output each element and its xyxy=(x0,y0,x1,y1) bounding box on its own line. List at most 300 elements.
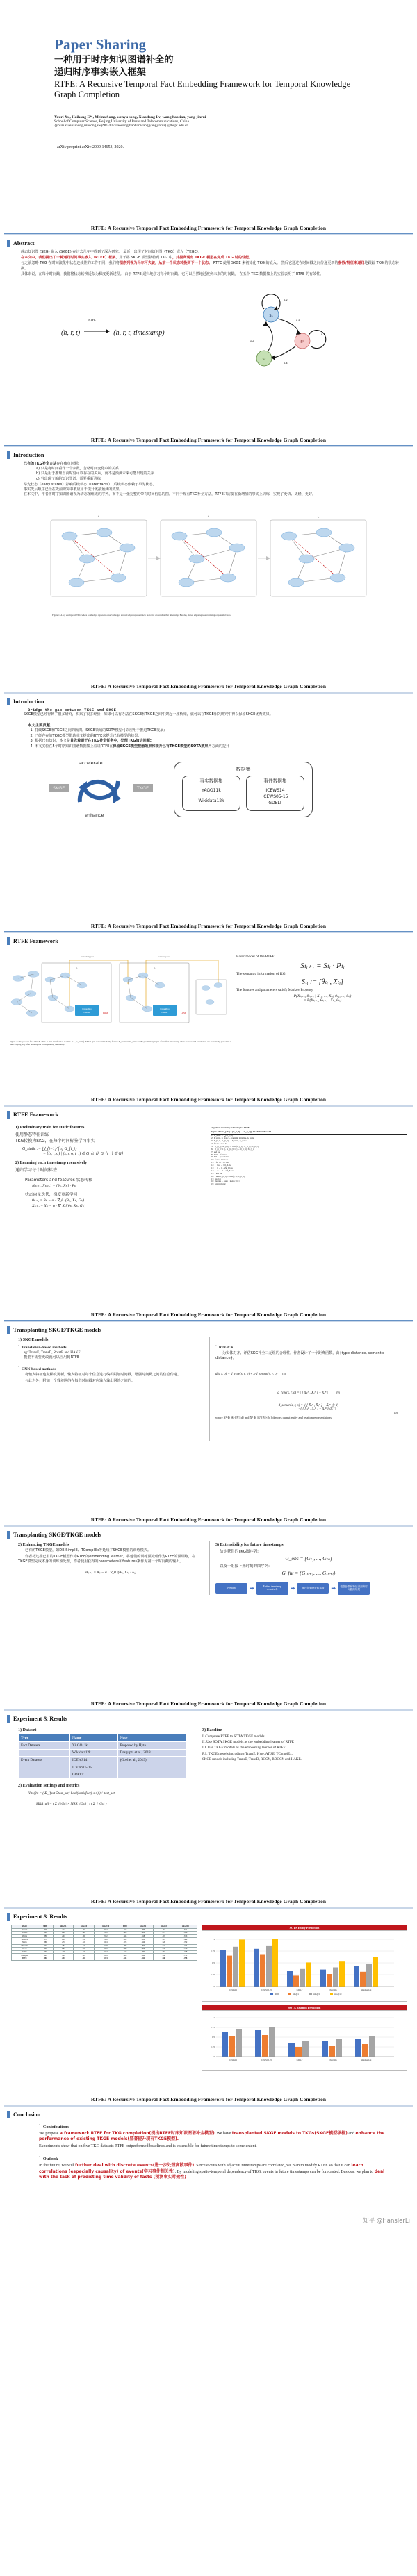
transplant1-right xyxy=(210,1337,407,1441)
intro1-p3: 在本文中，作者将时序知识图谱视为动态图组成的序列，而不是一张完整的带有时间信息的图。不同于现有TKG补全方法，RTFE只需要在新增加的事实上训练，实现了更快、更轻、更好。 xyxy=(24,492,316,497)
tkg-toy-svg xyxy=(45,505,372,609)
extensibility-flow xyxy=(215,1582,402,1595)
equation-8-row xyxy=(215,1366,402,1378)
intro1-lead-bold: 已有的TKG补全方法 xyxy=(24,462,57,466)
baseline-list xyxy=(202,1734,406,1750)
intro2-body xyxy=(0,708,417,749)
svg-text:t₂: t₂ xyxy=(154,967,156,969)
list-item: a) 只是将时间看作一个参数，忽略时间变化中的关系 xyxy=(36,467,119,471)
list-item: II. Use SOTA SKGE models as the embedding learner of RTFE xyxy=(202,1739,294,1744)
markov-chain-svg xyxy=(229,294,368,371)
cell-value: .344 xyxy=(133,1941,154,1944)
section-title: RTFE Framework xyxy=(13,1112,58,1118)
o-red3: deal with the task of predicting time validity of facts (预测事实时效性) xyxy=(39,2168,385,2180)
abstract-p2 xyxy=(21,256,399,260)
equation-9-number: (9) xyxy=(336,1391,340,1395)
results-table-panel xyxy=(11,1925,197,2071)
dataset-fact-head: 事实数据集 xyxy=(199,778,223,785)
page-title: Paper Sharing xyxy=(54,36,147,53)
algorithm-line: 8: X^0 ← features xyxy=(211,1153,227,1156)
slide-framework-1 xyxy=(0,917,417,1090)
cell-value: .416 xyxy=(38,1948,53,1951)
arrow-right-icon: ➡ xyxy=(331,1584,336,1591)
cell-value: .271 xyxy=(53,1941,74,1944)
cell-note xyxy=(117,1771,186,1779)
col-header-metric: MRR xyxy=(117,1925,133,1929)
cell-value: .673 xyxy=(174,1934,197,1938)
algorithm-line: 7: end for xyxy=(211,1150,220,1153)
section-title: Experiment & Results xyxy=(13,1716,67,1722)
equation-10-row xyxy=(215,1404,402,1414)
transplant2-columns xyxy=(0,1541,417,1595)
algorithm-line: 16: metric_{t_i} ← test(θ, X, G_{t_i}) xyxy=(211,1174,246,1178)
svg-text:Learner: Learner xyxy=(83,1012,90,1014)
section-title: Transplanting SKGE/TKGE models xyxy=(13,1327,101,1333)
transplant1-left xyxy=(13,1337,210,1441)
abstract-p3-red-a: 图序列视为马尔可夫链，从前一个状态转换到下一个状态。 xyxy=(119,261,213,266)
basic-model-label: Basic model of the RTFE: xyxy=(236,955,276,959)
equation-10-where: where X̄ᴱ ∈ ℝ^{|V|×d} and X̄ᴿ ∈ ℝ^{|V|×2d} denotes output entity and relation representations. xyxy=(215,1416,333,1420)
transplant1-rdgcn-body: 为实体对齐、评估SKG补全三元组的合理性，作者设计了一个距离函数，由{type distance, semantic distance}。 xyxy=(215,1351,384,1361)
cell-value: .382 xyxy=(133,1950,154,1954)
svg-text:Hits@3: Hits@3 xyxy=(313,1993,320,1996)
equation-8-number: (8) xyxy=(282,1372,286,1376)
transplant1-left-head: 1) SKGE models xyxy=(18,1338,49,1342)
experiment1-left xyxy=(18,1727,194,1806)
slide-framework-2 xyxy=(0,1090,417,1305)
intro2-contributions xyxy=(24,728,399,749)
relation-prediction-chart xyxy=(202,2010,407,2071)
abstract-formula xyxy=(0,318,229,338)
conclusion-contrib-p1 xyxy=(39,2131,385,2143)
o-c: . By modeling spatio-temporal dependency of TKG, events in future timestamps can be forecasted. Besides, we plan to xyxy=(174,2169,375,2174)
intro2-bullet1-title: Bridge the gap between TKGE and SKGE xyxy=(27,708,117,712)
algorithm-line: 15: end for xyxy=(211,1171,222,1175)
cell-value: .284 xyxy=(53,1944,74,1948)
conclusion-contrib-p2: Experiments show that on five TKG datasets RTFE outperformed baselines and is extensible for future timestamps to some extent. xyxy=(39,2143,257,2148)
framework1-equations xyxy=(236,952,409,1046)
watermark: 知乎 @HanslerLi xyxy=(363,2218,410,2225)
flow-step-recursive: 递归得到特征和参数 xyxy=(297,1583,329,1593)
algorithm-line: 3: θ_{t_1}, X_{t_1} ← θ_static, X_static xyxy=(211,1139,247,1143)
svg-text:0.8: 0.8 xyxy=(296,319,300,323)
cell-model: RTFE xyxy=(12,1957,38,1960)
svg-text:0.5: 0.5 xyxy=(211,2036,215,2039)
equation-theta-update: θₜᵢ₊₁ = θₜᵢ − α · ∇_θ l(θₜᵢ, Xₜᵢ, Gₜᵢ) xyxy=(32,1198,85,1203)
cell-value: .412 xyxy=(117,1928,133,1932)
venue: arXiv preprint arXiv:2009.14653, 2020. xyxy=(57,144,124,149)
flow-step-embed: Embed timestamp recursively xyxy=(256,1582,288,1595)
transplant2-l2: 作者将这些已有的TKGE模型作为RTFE的embedding learner。将他们的训练预处理作为RTFE的预训练，在TKGE模型完成本身的训练预处理，作者使用获得的parameters和features案作为第一个时间戳的输出。 xyxy=(18,1555,195,1564)
chart-title-entity: SOTA Entity Prediction xyxy=(202,1925,407,1930)
contrib3-bold: 首先着眼于在TKG补全任务中，处理TKG演进问题; xyxy=(70,739,152,744)
cell-value: .402 xyxy=(38,1944,53,1948)
cell-value: .447 xyxy=(38,1954,53,1957)
formula-arrow xyxy=(83,318,111,338)
col-header-note: Note xyxy=(117,1734,186,1742)
conclusion-outlook-p xyxy=(39,2163,385,2180)
eval-heading: 2) Evaluation settings and metrics xyxy=(18,1783,80,1788)
equation-state-transfer: [θₜᵢ₊₁, Xₜᵢ₊₁] = [θₜᵢ, Xₜᵢ] · Pₜᵢ xyxy=(32,1184,76,1188)
intro1-list xyxy=(36,467,399,482)
equation-10-number: (10) xyxy=(393,1411,398,1415)
transplant2-right-head: 3) Extensibility for future timestamps xyxy=(215,1543,284,1547)
algorithm-line: 14: X ← X − α∇_X loss xyxy=(211,1169,235,1172)
formula-right: (h, r, t, timestamp) xyxy=(113,328,165,337)
cycle-label-skge: SKGE xyxy=(49,784,69,792)
entity-prediction-chart xyxy=(202,1930,407,2002)
author-block xyxy=(54,115,417,128)
cell-type: Fact Datasets xyxy=(19,1742,70,1750)
svg-text:t₃: t₃ xyxy=(317,514,320,518)
baseline-ps1: P.S. TKGE models including t-TransE, Hyte, ATiSE, TComplEx. xyxy=(202,1753,293,1757)
intro1-lead-tail: 存在痛点问题: xyxy=(56,462,79,466)
abstract-p3-plain-c: 地跟踪 TKG 的状态转换。 xyxy=(21,261,399,271)
algorithm-line: 9: θ^0 ← parameters xyxy=(211,1155,229,1159)
framework2-right xyxy=(210,1124,409,1208)
algorithm-line: 1: G_static ← ⋃ G_{t_i} xyxy=(211,1134,234,1137)
cycle-label-top: accelerate xyxy=(79,760,103,767)
list-item: I. Comprare RTFE to SOTA TKGE models xyxy=(202,1734,265,1739)
section-heading-abstract xyxy=(7,240,417,247)
section-title: Transplanting SKGE/TKGE models xyxy=(13,1532,101,1538)
cell-model: RDGCN xyxy=(12,1938,38,1941)
abstract-p2-red-b: ，并提高现有 TKGE 模型在完成 TKG 时的性能。 xyxy=(172,256,253,260)
equation-theta-update-2: θₜᵢ₊₁ = θₜᵢ − α · ∇_θ l(θₜᵢ, Xₜᵢ, Gₜᵢ) xyxy=(85,1570,136,1575)
cell-value: .497 xyxy=(154,1934,174,1938)
table-row xyxy=(19,1757,187,1764)
dataset-item: ICEWS14 xyxy=(265,788,285,794)
algorithm-line: 19: return metric xyxy=(211,1182,226,1186)
equation-semantic: Sₜᵢ := [θₜᵢ , Xₜᵢ] xyxy=(302,978,343,986)
equation-x-update: Xₜᵢ₊₁ = Xₜᵢ − α · ∇_X l(θₜᵢ, Xₜᵢ, Gₜᵢ) xyxy=(32,1204,86,1208)
transplant1-b2-title: GNN-based methods xyxy=(21,1367,56,1371)
section-accent-bar xyxy=(7,451,10,459)
cell-value: .532 xyxy=(95,1928,117,1932)
section-heading-conclusion xyxy=(7,2111,417,2118)
algorithm-line: 10: for i = 1 to n do xyxy=(211,1158,229,1162)
svg-text:ICEWS14: ICEWS14 xyxy=(229,2059,237,2061)
col-header-model: Model xyxy=(12,1925,38,1929)
flow-step-result: 根据参数和特征得到该时间戳的结果 xyxy=(338,1582,370,1595)
markov-chain-figure xyxy=(229,294,417,370)
tkg-toy-figure xyxy=(45,505,372,617)
cell-note: Proposed by Hyte xyxy=(117,1742,186,1750)
slide-introduction-2 xyxy=(0,677,417,917)
cell-value: .528 xyxy=(117,1954,133,1957)
section-title: Introduction xyxy=(13,452,44,458)
section-accent-bar xyxy=(7,937,10,945)
equation-gobs: G_obs = {Gₜ₁, ..., Gₜₙ} xyxy=(285,1555,332,1562)
cell-name: Wikidata12k xyxy=(70,1749,118,1757)
bullet-icon: · xyxy=(24,708,25,712)
cell-value: .567 xyxy=(154,1950,174,1954)
transplant2-r1: 给定获得的TKG图序列: xyxy=(220,1550,259,1554)
c-p1-red1: a framework RTFE for TKG completion(提出RTFE时序知识图谱补全模型) xyxy=(59,2131,215,2136)
conclusion-outlook-title: Outlook xyxy=(42,2157,58,2162)
equation-10b: −( [ X̄ₛᴱ , X̄ₒᴱ ] − X̄ᵣᴿ )[d :]| xyxy=(298,1407,336,1412)
cell-value: .411 xyxy=(133,1957,154,1960)
cell-type xyxy=(19,1771,70,1779)
cell-value: .541 xyxy=(154,1944,174,1948)
section-accent-bar xyxy=(7,1111,10,1119)
framework1-content xyxy=(0,948,417,1046)
algorithm-title: Algorithm 1 training and testing for RTFE xyxy=(211,1127,407,1130)
slide-header: RTFE: A Recursive Temporal Fact Embedding Framework for Temporal Knowledge Graph Completion xyxy=(90,1312,327,1318)
results-table xyxy=(11,1925,197,1961)
svg-text:Hits@10: Hits@10 xyxy=(334,1993,342,1996)
table-row xyxy=(12,1957,197,1960)
equation-hits: Hits@n = ( Σ_{fact∈test_set} bool(rank(fact) ≤ n) ) / |test_set| xyxy=(28,1791,116,1796)
dataset-heading: 1) Dataset xyxy=(18,1728,37,1732)
equation-g-static-b: = {(s, r, o) | (s, r, o, t_i) ∈ G_{t_i}, G_{t_i} ∈ G} xyxy=(43,1152,124,1156)
dataset-table xyxy=(18,1734,187,1779)
intro1-body xyxy=(0,462,417,498)
cell-value: .726 xyxy=(174,1948,197,1951)
col-header-metric: Hits@1 xyxy=(133,1925,154,1929)
chart-legend xyxy=(270,1993,342,1996)
table-row xyxy=(19,1771,187,1779)
slide-abstract xyxy=(0,219,417,430)
cell-value: .341 xyxy=(38,1932,53,1935)
transplant1-b1-l1: eg: TransE, TransD, RotatE and HAKE xyxy=(24,1350,81,1355)
cycle-label-tkge: TKGE xyxy=(133,784,153,792)
svg-text:0: 0 xyxy=(213,2055,215,2058)
cell-value: .641 xyxy=(174,1928,197,1932)
cell-value: .644 xyxy=(95,1950,117,1954)
abstract-body xyxy=(0,250,417,277)
cell-note xyxy=(117,1764,186,1771)
svg-text:Sₐ: Sₐ xyxy=(269,314,273,319)
section-accent-bar xyxy=(7,1531,10,1539)
experiment1-right xyxy=(202,1727,406,1806)
cell-value: .357 xyxy=(133,1944,154,1948)
cell-type xyxy=(19,1764,70,1771)
svg-text:0.75: 0.75 xyxy=(211,1950,215,1952)
transplant1-b2-l1: 将输入特征也做梯度更新，输入特征对每个信息进行编码附加时间戳，增强时间戳之间的信息传递。 xyxy=(25,1373,181,1377)
svg-text:t₁: t₁ xyxy=(76,967,78,969)
formula-left: (h, r, t) xyxy=(61,328,81,337)
transplant2-right xyxy=(210,1541,407,1595)
figure-caption: Figure 2: The process for t-SKGE. TKG is first transformed to SKG (i.e., G_static). SKGE gets static embedding feature X_static and θ_static as the preliminary input of the first timestamp. Then features and parameters are recursively passed in a time-varying way after learning the corresponding timestamp. xyxy=(10,1040,231,1046)
dataset-diagram-title: 数据集 xyxy=(236,767,251,773)
cell-value: .364 xyxy=(74,1928,95,1932)
list-item: 4. 本文实验在5个时序知识图谱数据集上验证RTFE在保留SKGE模型接触效果和提升已有TKGE模型的SOTA效果两方面的提升 xyxy=(35,744,399,749)
equation-8: d(s, r, o) = d_type(s, r, o) + λ·d_seman(s, r, o) xyxy=(215,1373,278,1377)
cell-value: .358 xyxy=(38,1934,53,1938)
transplant2-left-head: 2) Enhancing TKGE models xyxy=(18,1543,70,1547)
svg-text:1: 1 xyxy=(213,1938,215,1941)
slide-conclusion xyxy=(0,2090,417,2229)
algorithm-input: Input: TKG G_{obs} = {G_{t_1}, ..., G_{t_n}}, SKGE/TKGE model xyxy=(211,1131,407,1135)
list-item: III. Use TKGE models as the embedding learner of RTFE xyxy=(202,1745,286,1750)
svg-text:0.3: 0.3 xyxy=(321,333,325,337)
svg-text:ICEWS14: ICEWS14 xyxy=(229,1989,237,1991)
fig-label-loss-1: LOSS xyxy=(103,1012,108,1014)
cell-value: .618 xyxy=(95,1944,117,1948)
svg-text:MRR: MRR xyxy=(275,1993,279,1996)
cell-value: .369 xyxy=(133,1948,154,1951)
transplant1-b2-l2: 与此之外，附加一个残差网络在每个时间戳对应输入输出网络之间的。 xyxy=(25,1379,135,1384)
cell-value: .301 xyxy=(133,1932,154,1935)
slide-header: RTFE: A Recursive Temporal Fact Embedding Framework for Temporal Knowledge Graph Completion xyxy=(90,225,327,231)
svg-text:0.4: 0.4 xyxy=(284,362,288,365)
list-item: 3. 根据已有知识，本文是首先着眼于在TKG补全任务中，处理TKG演进问题; xyxy=(35,739,399,744)
baseline-ps2: SKGE models including TransE, TransD, RGCN, RDGCN and HAKE. xyxy=(202,1757,302,1762)
algorithm-line: 18: metrics ← sum_i metric_{t_i} xyxy=(211,1180,240,1183)
section-heading-framework xyxy=(7,937,417,945)
cell-value: .689 xyxy=(174,1938,197,1941)
abstract-p3-plain-b: RTFE 使用 SKGE 来初始化 TKG 的嵌入。 然后它通过在时间戳之间传递更新的 xyxy=(212,261,338,266)
cell-type: Event Datasets xyxy=(19,1757,70,1764)
chart-bars xyxy=(220,1939,378,1987)
cell-value: .498 xyxy=(117,1948,133,1951)
transplant2-r2: 以及一组接下来时刻的图序列: xyxy=(220,1564,270,1569)
slide-introduction-1 xyxy=(0,430,417,677)
abstract-p4: 具体来说，在每个时间戳，我们将状态转换近似为梯度更新过程。 由于 RTFE 递归地学习每个时间戳，它可以自然地过渡到未来的时间戳。 在五个 TKG 数据集上的实验表明了 RTFE 的有效性。 xyxy=(21,271,324,276)
framework2-h2-cn: 递归学习每个时间标签 xyxy=(15,1168,58,1173)
algorithm-line: 13: θ ← θ − α∇_θ loss xyxy=(211,1166,233,1169)
cell-value: .428 xyxy=(117,1932,133,1935)
chart-title-relation: SOTA Relation Prediction xyxy=(202,2005,407,2010)
cell-note: (Goel et al., 2019) xyxy=(117,1757,186,1764)
dataset-fact-group xyxy=(182,776,240,811)
slide-header: RTFE: A Recursive Temporal Fact Embedding Framework for Temporal Knowledge Graph Completion xyxy=(90,1898,327,1905)
cell-value: .243 xyxy=(53,1934,74,1938)
title-english: RTFE: A Recursive Temporal Fact Embedding Framework for Temporal Knowledge Graph Completion xyxy=(54,79,351,100)
svg-text:1: 1 xyxy=(213,2016,215,2019)
cell-value: .431 xyxy=(38,1950,53,1954)
relation-chart-svg xyxy=(204,2012,397,2065)
cell-value: .487 xyxy=(117,1944,133,1948)
dataset-event-head: 事件数据集 xyxy=(263,778,287,785)
cell-value: .412 xyxy=(74,1938,95,1941)
section-accent-bar xyxy=(7,1326,10,1334)
figure-caption: Figure 1: A toy example of TKG where solid edges represent observed edges and red edges represent new facts that occurred at that timestamp. Besides, dotted edges represent missing or potential facts. xyxy=(52,613,231,617)
table-row xyxy=(19,1742,187,1750)
conclusion-contrib-title: Contributions xyxy=(42,2125,70,2130)
transplant2-l1: 已有的TKGE模型，如DE-SimplE、TComplEx等延续了SKGE模型的训练模式。 xyxy=(25,1548,152,1553)
section-heading-transplanting xyxy=(7,1326,417,1334)
o-b: . Since events with adjacent timestamps are correlated, we plan to modify RTFE so that it can xyxy=(194,2164,352,2168)
col-header-metric: Hits@10 xyxy=(95,1925,117,1929)
section-accent-bar xyxy=(7,240,10,247)
table-row xyxy=(19,1749,187,1757)
slide-header: RTFE: A Recursive Temporal Fact Embedding Framework for Temporal Knowledge Graph Completion xyxy=(90,923,327,929)
o-red2: learn correlations (especially causality) of events(学习事件相关性) xyxy=(39,2163,363,2174)
cell-value: .551 xyxy=(95,1932,117,1935)
results-table-body xyxy=(12,1928,197,1960)
dataset-event-group xyxy=(246,776,304,811)
svg-text:Hits@1: Hits@1 xyxy=(293,1993,299,1996)
cell-value: .382 xyxy=(74,1932,95,1935)
table-row xyxy=(19,1764,187,1771)
fig-label-recursively-pass-1: recursively pass xyxy=(81,956,94,958)
cell-name: YAGO11k xyxy=(70,1742,118,1750)
dataset-diagram xyxy=(174,762,313,817)
fig-label-recursively-pass-2: recursively pass xyxy=(158,956,170,958)
slide-transplanting-2 xyxy=(0,1510,417,1694)
list-item: 1. 打破SKGE和TKGE之间的隔阂，SKGE领域的SOTA模型可以应用于推进TKGE发展; xyxy=(35,728,399,733)
baseline-heading: 3) Baseline xyxy=(202,1728,222,1732)
cell-value: .446 xyxy=(74,1944,95,1948)
cell-value: .572 xyxy=(95,1934,117,1938)
intro1-p1: 早先状态（early states）影响后续状态（later facts），后续状态依赖于早先状态。 xyxy=(24,482,156,487)
affiliation: School of Computer Science, Beijing University of Posts and Telecommunications, China xyxy=(54,119,189,124)
cell-name: GDELT xyxy=(70,1771,118,1779)
cell-model: HAKE xyxy=(12,1941,38,1944)
slide-transplanting-1 xyxy=(0,1305,417,1510)
col-header-metric: Hits@3 xyxy=(74,1925,95,1929)
cell-value: .631 xyxy=(95,1948,117,1951)
entity-chart-svg xyxy=(204,1932,397,1996)
framework1-figure xyxy=(10,952,231,1046)
c-p1-a: We propose xyxy=(39,2132,60,2136)
fig-label-embedding-learner-2: Embedding xyxy=(160,1008,170,1010)
cell-name: ICEWS05-15 xyxy=(70,1764,118,1771)
cell-name: ICEWS14 xyxy=(70,1757,118,1764)
experiment2-columns xyxy=(0,1923,417,2071)
framework2-h2-cn3: 状态向量迭代，梯度更新学习 xyxy=(25,1193,78,1197)
abstract-p2-plain-a: ，用于将 SKGE 模型移植到 TKG 中 xyxy=(115,256,172,260)
svg-text:0.6: 0.6 xyxy=(250,340,254,344)
slide-title xyxy=(0,0,417,219)
slide-header: RTFE: A Recursive Temporal Fact Embedding Framework for Temporal Knowledge Graph Completion xyxy=(90,683,327,689)
svg-text:Sᵇ: Sᵇ xyxy=(300,340,304,345)
svg-text:Learner: Learner xyxy=(161,1012,168,1014)
framework2-h1-cn1: 使用静态特征训练 xyxy=(15,1132,49,1137)
intro2-bullet2-title: 本文主要贡献 xyxy=(27,724,51,728)
framework2-h2-cn2: Parameters and features 状态转移 xyxy=(25,1178,92,1182)
bullet-icon: · xyxy=(24,722,25,727)
transplant1-rdgcn xyxy=(215,1344,402,1350)
cell-value: .229 xyxy=(53,1932,74,1935)
slide-header: RTFE: A Recursive Temporal Fact Embedding Framework for Temporal Knowledge Graph Completion xyxy=(90,1096,327,1103)
cell-model: ATiSE xyxy=(12,1950,38,1954)
cell-value: .702 xyxy=(174,1941,197,1944)
section-heading-transplanting-2 xyxy=(7,1531,417,1539)
skge-tkge-cycle xyxy=(49,760,153,819)
svg-text:ICEWS05-15: ICEWS05-15 xyxy=(261,1989,272,1991)
c-p1-red3: enhance the performance of existing TKGE models(显著提升现有TKGE模型). xyxy=(39,2131,385,2142)
section-heading-experiment xyxy=(7,1715,417,1723)
cell-value: .544 xyxy=(117,1957,133,1960)
svg-text:ICEWS05-15: ICEWS05-15 xyxy=(261,2059,272,2061)
section-accent-bar xyxy=(7,2111,10,2118)
cell-value: .396 xyxy=(133,1954,154,1957)
cell-value: .473 xyxy=(117,1941,133,1944)
framework2-left xyxy=(15,1124,203,1208)
fig-label-loss-2: LOSS xyxy=(181,1012,186,1014)
list-item: b) 只是用于推理当前时刻可以存在的关系，而不是预测未来可能出现的关系 xyxy=(36,471,154,476)
cell-value: .598 xyxy=(154,1957,174,1960)
cell-value: .289 xyxy=(133,1928,154,1932)
svg-text:Sᶜ: Sᶜ xyxy=(262,358,266,362)
col-header-type: Type xyxy=(19,1734,70,1742)
framework2-h2: 2) Learning each timestamp recursively xyxy=(15,1161,88,1165)
transplant1-rdgcn-title: RDGCN xyxy=(218,1346,234,1350)
algorithm-line: 11: for t = 1 to T do xyxy=(211,1161,229,1164)
svg-text:0: 0 xyxy=(213,1985,215,1988)
section-heading-framework-2 xyxy=(7,1111,417,1119)
dataset-item: YAGO11k xyxy=(202,788,221,794)
cell-value: .506 xyxy=(74,1957,95,1960)
cell-value: .212 xyxy=(53,1928,74,1932)
svg-text:GDELT: GDELT xyxy=(296,2059,303,2061)
equation-mrr: MRR_all = ( Σ_i |Gₜᵢ| × MRR_{Gₜᵢ} ) / ( Σ_i |Gₜᵢ| ) xyxy=(36,1802,107,1806)
bullet-icon: · xyxy=(39,2155,40,2159)
experiment1-columns xyxy=(0,1725,417,1806)
